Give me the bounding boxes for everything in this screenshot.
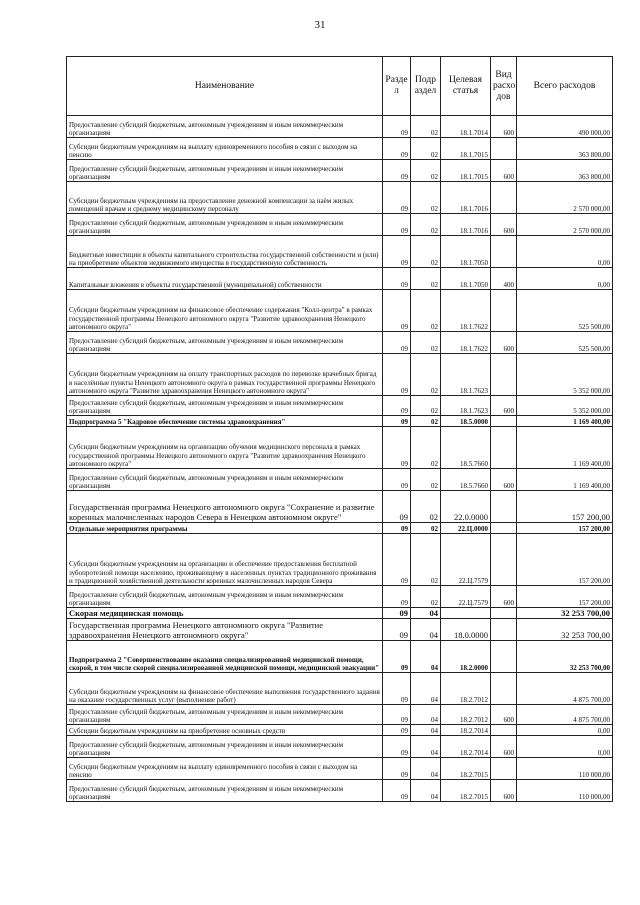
row-subsection: 02 [411,427,441,469]
row-type: 400 [491,268,517,290]
row-amount: 0,00 [517,236,613,268]
row-target: 18.1.7015 [441,160,491,182]
row-amount: 1 169 400,00 [517,469,613,491]
row-subsection: 04 [411,641,441,673]
row-amount: 4 875 700,00 [517,673,613,705]
row-amount: 110 000,00 [517,758,613,780]
row-name: Предоставление субсидий бюджетным, автономным учреждениям и иным некоммерческим организациям [67,214,383,236]
header-total: Всего расходов [517,57,613,116]
row-amount: 0,00 [517,725,613,736]
row-subsection: 02 [411,396,441,416]
row-target: 18.2.0000 [441,641,491,673]
header-target: Целевая статья [441,57,491,116]
row-section: 09 [383,586,411,608]
row-name: Государственная программа Ненецкого автономного округа "Сохранение и развитие коренных малочисленных народов Севера в Ненецком автономном округе" [67,491,383,523]
row-amount: 1 169 400,00 [517,427,613,469]
row-amount: 110 000,00 [517,780,613,802]
table-row [67,586,613,608]
row-subsection: 04 [411,608,441,619]
row-subsection: 02 [411,236,441,268]
row-target: 18.1.7623 [441,354,491,396]
table-row [67,236,613,268]
row-section: 09 [383,214,411,236]
row-section: 09 [383,736,411,758]
header-section: Разде л [383,57,411,116]
row-section: 09 [383,705,411,725]
row-name: Субсидии бюджетным учреждениям на финансовое обеспечение выполнения государственного задания на оказание государственных услуг (выполнение работ) [67,673,383,705]
row-subsection: 02 [411,491,441,523]
row-subsection: 02 [411,116,441,138]
row-subsection: 02 [411,138,441,160]
row-name: Предоставление субсидий бюджетным, автономным учреждениям и иным некоммерческим организациям [67,332,383,354]
table-row [67,116,613,138]
row-section: 09 [383,469,411,491]
row-type [491,138,517,160]
row-target: 18.2.7014 [441,736,491,758]
table-row [67,619,613,641]
row-name: Предоставление субсидий бюджетным, автономным учреждениям и иным некоммерческим организациям [67,780,383,802]
row-name: Предоставление субсидий бюджетным, автономным учреждениям и иным некоммерческим организациям [67,469,383,491]
row-name: Подпрограмма 2 "Совершенствование оказания специализированной медицинской помощи, скорой, в том числе скорой специализированной медицинской помощи, медицинской эвакуации" [67,641,383,673]
page-number: 31 [314,19,326,31]
row-subsection: 02 [411,469,441,491]
table-row [67,758,613,780]
row-name: Скорая медицинская помощь [67,608,383,619]
row-subsection: 02 [411,586,441,608]
row-target: 18.2.7014 [441,725,491,736]
row-target: 18.1.7016 [441,214,491,236]
row-amount: 490 000,00 [517,116,613,138]
row-target: 22.0.0000 [441,491,491,523]
row-subsection: 04 [411,673,441,705]
row-name: Государственная программа Ненецкого автономного округа "Развитие здравоохранения Ненецкого автономного округа" [67,619,383,641]
row-section: 09 [383,116,411,138]
row-section: 09 [383,725,411,736]
row-name: Предоставление субсидий бюджетным, автономным учреждениям и иным некоммерческим организациям [67,705,383,725]
row-type: 600 [491,116,517,138]
row-type [491,619,517,641]
row-name: Предоставление субсидий бюджетным, автономным учреждениям и иным некоммерческим организациям [67,736,383,758]
row-type: 600 [491,332,517,354]
row-amount: 157 200,00 [517,491,613,523]
row-amount: 32 253 700,00 [517,608,613,619]
row-subsection: 04 [411,780,441,802]
table-row [67,736,613,758]
table-row [67,138,613,160]
table-row [67,608,613,619]
row-section: 09 [383,236,411,268]
row-type: 600 [491,396,517,416]
row-section: 09 [383,673,411,705]
row-target [441,608,491,619]
row-section: 09 [383,619,411,641]
row-amount: 32 253 700,00 [517,641,613,673]
row-name: Предоставление субсидий бюджетным, автономным учреждениям и иным некоммерческим организациям [67,586,383,608]
row-target: 22.Ц.7579 [441,586,491,608]
row-section: 09 [383,523,411,534]
row-amount: 363 800,00 [517,160,613,182]
row-type [491,608,517,619]
table-body [67,116,613,802]
row-section: 09 [383,416,411,427]
row-section: 09 [383,491,411,523]
row-name: Субсидии бюджетным учреждениям на выплату единовременного пособия в связи с выходом на пенсию [67,758,383,780]
table-row [67,416,613,427]
row-name: Предоставление субсидий бюджетным, автономным учреждениям и иным некоммерческим организациям [67,160,383,182]
row-amount: 4 875 700,00 [517,705,613,725]
row-subsection: 02 [411,523,441,534]
table-row [67,427,613,469]
row-subsection: 02 [411,416,441,427]
row-section: 09 [383,780,411,802]
table-row [67,780,613,802]
row-subsection: 02 [411,182,441,214]
table-row [67,491,613,523]
row-section: 09 [383,290,411,332]
row-target: 18.2.7015 [441,758,491,780]
row-subsection: 02 [411,332,441,354]
table-row [67,469,613,491]
row-target: 18.1.7050 [441,236,491,268]
table-row [67,268,613,290]
table-row [67,705,613,725]
row-subsection: 04 [411,736,441,758]
row-target: 18.1.7622 [441,332,491,354]
row-type [491,491,517,523]
row-target: 22.Ц.0000 [441,523,491,534]
row-name: Субсидии бюджетным учреждениям на выплату единовременного пособия в связи с выходом на пенсию [67,138,383,160]
row-type [491,641,517,673]
row-section: 09 [383,182,411,214]
row-target: 18.5.7660 [441,469,491,491]
row-target: 18.2.7015 [441,780,491,802]
header-type: Вид расхо дов [491,57,517,116]
row-name: Субсидии бюджетным учреждениям на предоставление денежной компенсации за наём жилых помещений врачам и среднему медицинскому персоналу [67,182,383,214]
row-amount: 157 200,00 [517,523,613,534]
row-section: 09 [383,608,411,619]
table-row [67,641,613,673]
row-amount: 363 800,00 [517,138,613,160]
row-type [491,416,517,427]
row-type [491,290,517,332]
row-name: Бюджетные инвестиции в объекты капитального строительства государственной собственности и (или) на приобретение объектов недвижимого имущества в государственную собственность [67,236,383,268]
row-type [491,427,517,469]
header-subsection: Подр аздел [411,57,441,116]
row-amount: 0,00 [517,736,613,758]
row-section: 09 [383,758,411,780]
budget-table [66,56,613,802]
row-type [491,725,517,736]
row-subsection: 04 [411,725,441,736]
row-section: 09 [383,396,411,416]
table-row [67,214,613,236]
row-type [491,523,517,534]
table-row [67,332,613,354]
row-name: Субсидии бюджетным учреждениям на оплату транспортных расходов по перевозке врачебных бригад в населённые пункты Ненецкого автономного округа в рамках государственной программы Ненецкого автономного округа "Развитие здравоохранения Ненецкого автономного округа" [67,354,383,396]
row-section: 09 [383,138,411,160]
row-amount: 32 253 700,00 [517,619,613,641]
row-target: 18.1.7622 [441,290,491,332]
row-amount: 157 200,00 [517,534,613,586]
table-row [67,523,613,534]
row-amount: 5 352 000,00 [517,396,613,416]
row-target: 18.5.7660 [441,427,491,469]
row-target: 18.2.7012 [441,705,491,725]
row-type [491,758,517,780]
row-amount: 157 200,00 [517,586,613,608]
row-subsection: 02 [411,534,441,586]
row-amount: 1 169 400,00 [517,416,613,427]
row-type: 600 [491,469,517,491]
row-type: 600 [491,214,517,236]
table-row [67,160,613,182]
row-section: 09 [383,354,411,396]
table-row [67,354,613,396]
row-subsection: 02 [411,214,441,236]
row-target: 18.2.7012 [441,673,491,705]
row-name: Предоставление субсидий бюджетным, автономным учреждениям и иным некоммерческим организациям [67,116,383,138]
row-name: Предоставление субсидий бюджетным, автономным учреждениям и иным некоммерческим организациям [67,396,383,416]
row-section: 09 [383,534,411,586]
row-name: Капитальные вложения в объекты государственной (муниципальной) собственности [67,268,383,290]
row-name: Отдельные мероприятия программы [67,523,383,534]
row-subsection: 02 [411,290,441,332]
row-type [491,673,517,705]
row-section: 09 [383,332,411,354]
row-target: 22.Ц.7579 [441,534,491,586]
row-subsection: 02 [411,354,441,396]
row-subsection: 02 [411,268,441,290]
row-amount: 5 352 000,00 [517,354,613,396]
table-row [67,396,613,416]
table-row [67,182,613,214]
row-subsection: 02 [411,160,441,182]
row-name: Субсидии бюджетным учреждениям на организацию и обеспечение предоставления бесплатной зубопротезной помощи населению, проживающему в населенных пунктах традиционного проживания и традиционной хозяйственной деятельности коренных малочисленных народов Севера [67,534,383,586]
row-amount: 525 500,00 [517,332,613,354]
row-target: 18.5.0000 [441,416,491,427]
row-target: 18.1.7015 [441,138,491,160]
row-section: 09 [383,268,411,290]
row-type: 600 [491,736,517,758]
table-row [67,534,613,586]
row-section: 09 [383,641,411,673]
row-target: 18.1.7014 [441,116,491,138]
table-row [67,725,613,736]
row-type [491,534,517,586]
row-subsection: 04 [411,705,441,725]
header-name: Наименование [67,57,383,116]
row-type: 600 [491,160,517,182]
row-subsection: 04 [411,758,441,780]
row-type: 600 [491,586,517,608]
table-row [67,290,613,332]
row-amount: 0,00 [517,268,613,290]
row-type [491,236,517,268]
row-name: Субсидии бюджетным учреждениям на организацию обучения медицинского персонала в рамках государственной программы Ненецкого автономного округа "Развитие здравоохранения Ненецкого автономного округа" [67,427,383,469]
row-target: 18.1.7623 [441,396,491,416]
row-name: Подпрограмма 5 "Кадровое обеспечение системы здравоохранения" [67,416,383,427]
table-header-row [67,57,613,116]
row-name: Субсидии бюджетным учреждениям на финансовое обеспечение содержания "Колл-центра" в рамках государственной программы Ненецкого автономного округа "Развитие здравоохранения Ненецкого автономного округа" [67,290,383,332]
row-section: 09 [383,160,411,182]
row-type [491,182,517,214]
row-target: 18.0.0000 [441,619,491,641]
row-section: 09 [383,427,411,469]
row-amount: 2 570 000,00 [517,214,613,236]
row-name: Субсидии бюджетным учреждениям на приобретение основных средств [67,725,383,736]
row-type: 600 [491,705,517,725]
row-type [491,354,517,396]
row-target: 18.1.7050 [441,268,491,290]
row-subsection: 04 [411,619,441,641]
row-amount: 525 500,00 [517,290,613,332]
row-amount: 2 570 000,00 [517,182,613,214]
row-target: 18.1.7016 [441,182,491,214]
row-type: 600 [491,780,517,802]
table-row [67,673,613,705]
